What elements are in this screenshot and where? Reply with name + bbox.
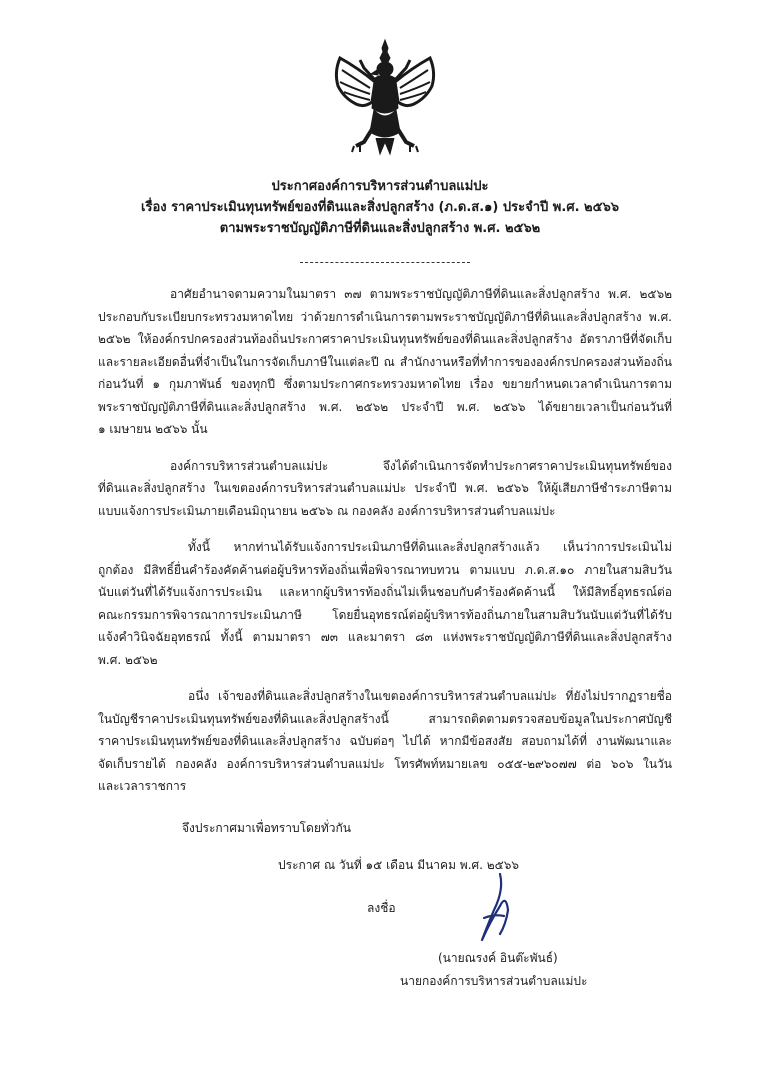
paragraph-line: ๒๕๖๒ ให้องค์กรปกครองส่วนท้องถิ่นประกาศราคาประเมินทุนทรัพย์ของที่ดินและสิ่งปลูกสร้าง อัตราภาษีที่จัดเก็บ: [98, 332, 672, 346]
paragraph-line: อนึ่ง เจ้าของที่ดินและสิ่งปลูกสร้างในเขตองค์การบริหารส่วนตำบลแม่ปะ ที่ยังไม่ปรากฏรายชื่อ: [188, 689, 672, 703]
garuda-emblem-icon: [330, 38, 440, 156]
paragraph-line: จัดเก็บรายได้ กองคลัง องค์การบริหารส่วนตำบลแม่ปะ โทรศัพท์หมายเลข ๐๕๕-๒๙๖๐๗๗ ต่อ ๖๐๖ ในวัน: [98, 756, 672, 771]
paragraph-line: และเวลาราชการ: [98, 779, 187, 793]
paragraph-line: ถูกต้อง มีสิทธิ์ยื่นคำร้องคัดค้านต่อผู้บริหารท้องถิ่นเพื่อพิจารณาทบทวน ตามแบบ ภ.ด.ส.๑๐ ภายในสามสิบวัน: [98, 562, 672, 577]
paragraph-line: ราคาประเมินทุนทรัพย์ของที่ดินและสิ่งปลูกสร้าง ฉบับต่อๆ ไปได้ หากมีข้อสงสัย สอบถามได้ที่ งานพัฒนาและ: [98, 734, 672, 748]
paragraph-4: [98, 685, 672, 798]
handwritten-signature-icon: [470, 870, 514, 950]
paragraph-line: ในบัญชีราคาประเมินทุนทรัพย์ของที่ดินและสิ่งปลูกสร้างนี้ สามารถติดตามตรวจสอบข้อมูลในประกาศบัญชี: [98, 711, 672, 726]
paragraph-line: ประกอบกับระเบียบกระทรวงมหาดไทย ว่าด้วยการดำเนินการตามพระราชบัญญัติภาษีที่ดินและสิ่งปลูกสร้าง พ.ศ.: [98, 309, 672, 324]
signature-label: ลงชื่อ: [367, 901, 396, 915]
paragraph-line: แบบแจ้งการประเมินภายเดือนมิถุนายน ๒๕๖๖ ณ กองคลัง องค์การบริหารส่วนตำบลแม่ปะ: [98, 503, 556, 518]
paragraph-line: องค์การบริหารส่วนตำบลแม่ปะ จึงได้ดำเนินการจัดทำประกาศราคาประเมินทุนทรัพย์ของ: [170, 458, 672, 473]
announcement-subject: เรื่อง ราคาประเมินทุนทรัพย์ของที่ดินและสิ่งปลูกสร้าง (ภ.ด.ส.๑) ประจำปี พ.ศ. ๒๕๖๖: [141, 200, 619, 215]
paragraph-1: [98, 283, 672, 441]
paragraph-line: ทั้งนี้ หากท่านได้รับแจ้งการประเมินภาษีที่ดินและสิ่งปลูกสร้างแล้ว เห็นว่าการประเมินไม่: [188, 540, 672, 554]
paragraph-line: ก่อนวันที่ ๑ กุมภาพันธ์ ของทุกปี ซึ่งตามประกาศกระทรวงมหาดไทย เรื่อง ขยายกำหนดเวลาดำเนินการตาม: [98, 377, 672, 391]
paragraph-line: ๑ เมษายน ๒๕๖๖ นั้น: [98, 422, 208, 436]
announcement-body: [98, 283, 672, 812]
announcement-header: [0, 176, 760, 239]
paragraph-3: [98, 536, 672, 671]
paragraph-2: [98, 455, 672, 523]
paragraph-line: นับแต่วันที่ได้รับแจ้งการประเมิน และหากผู้บริหารท้องถิ่นไม่เห็นชอบกับคำร้องคัดค้านนี้ ให้มีสิทธิ์อุทธรณ์ต่อ: [98, 585, 672, 599]
closing-statement: จึงประกาศมาเพื่อทราบโดยทั่วกัน: [182, 821, 351, 835]
paragraph-line: และรายละเอียดอื่นที่จำเป็นในการจัดเก็บภาษีในแต่ละปี ณ สำนักงานหรือที่ทำการขององค์กรปกครองส่วนท้องถิ่น: [98, 354, 672, 369]
paragraph-line: ที่ดินและสิ่งปลูกสร้าง ในเขตองค์การบริหารส่วนตำบลแม่ปะ ประจำปี พ.ศ. ๒๕๖๖ ให้ผู้เสียภาษีชำระภาษีตาม: [98, 481, 672, 495]
paragraph-line: พ.ศ. ๒๕๖๒: [98, 652, 158, 667]
signer-name: (นายณรงค์ อินต๊ะพันธ์): [438, 951, 558, 965]
announcement-legal-basis: ตามพระราชบัญญัติภาษีที่ดินและสิ่งปลูกสร้าง พ.ศ. ๒๕๖๒: [219, 221, 541, 236]
header-divider: [300, 262, 470, 263]
paragraph-line: แจ้งคำวินิจฉัยอุทธรณ์ ทั้งนี้ ตามมาตรา ๗๓ และมาตรา ๘๓ แห่งพระราชบัญญัติภาษีที่ดินและสิ่งปลูกสร้าง: [98, 630, 672, 644]
paragraph-line: อาศัยอำนาจตามความในมาตรา ๓๗ ตามพระราชบัญญัติภาษีที่ดินและสิ่งปลูกสร้าง พ.ศ. ๒๕๖๒: [170, 287, 672, 301]
paragraph-line: พระราชบัญญัติภาษีที่ดินและสิ่งปลูกสร้าง พ.ศ. ๒๕๖๒ ประจำปี พ.ศ. ๒๕๖๖ ได้ขยายเวลาเป็นก่อนวันที่: [98, 399, 672, 414]
announcement-date: ประกาศ ณ วันที่ ๑๕ เดือน มีนาคม พ.ศ. ๒๕๖๖: [278, 858, 519, 872]
signer-title: นายกองค์การบริหารส่วนตำบลแม่ปะ: [400, 974, 588, 988]
paragraph-line: คณะกรรมการพิจารณาการประเมินภาษี โดยยื่นอุทธรณ์ต่อผู้บริหารท้องถิ่นภายในสามสิบวันนับแต่วันที่ได้รับ: [98, 607, 672, 622]
announcement-issuer: ประกาศองค์การบริหารส่วนตำบลแม่ปะ: [271, 179, 489, 194]
